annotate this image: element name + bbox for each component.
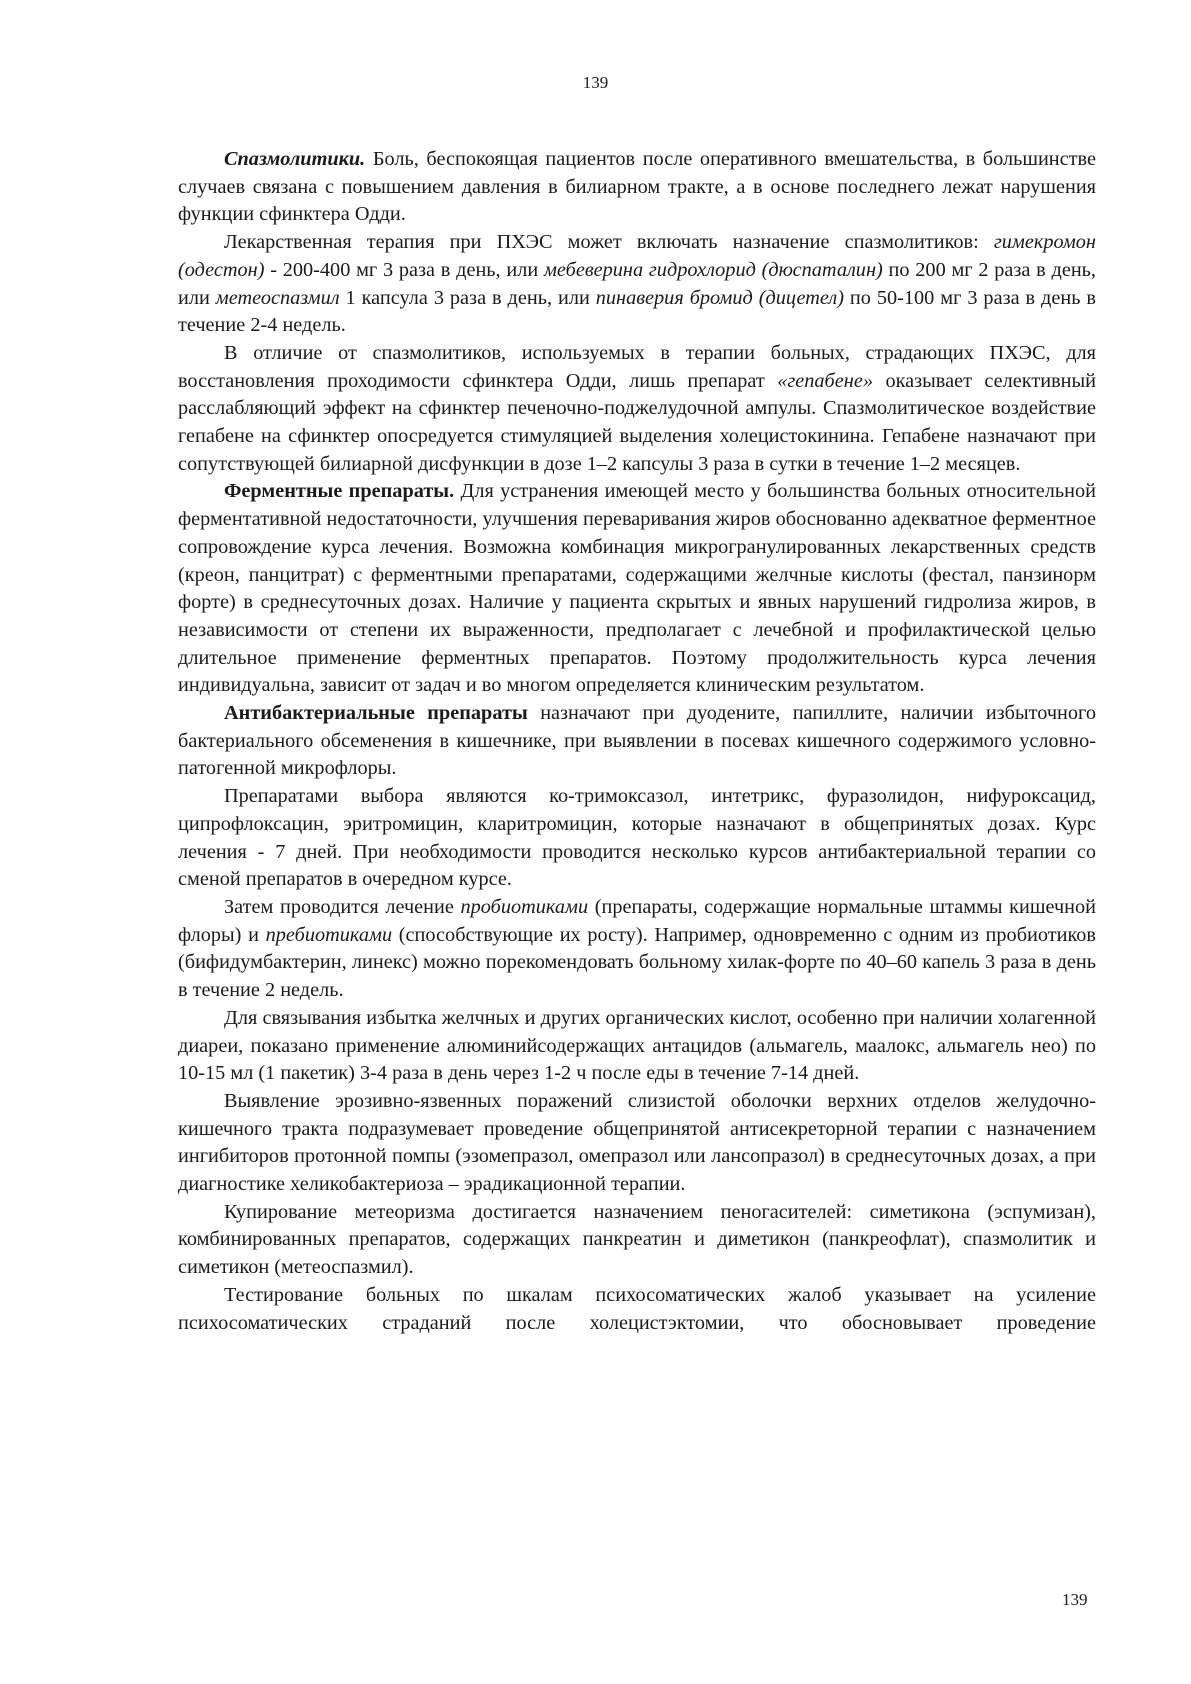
paragraph-text: Лекарственная терапия при ПХЭС может включать назначение спазмолитиков: <box>224 231 994 254</box>
paragraph-text: 1 капсула 3 раза в день, или <box>339 286 596 309</box>
emphasis-term: пребиотиками <box>265 923 393 946</box>
drug-name: гимекромон (одестон) <box>178 231 1096 281</box>
paragraph-meteorism <box>178 1199 1096 1282</box>
paragraph-text: по 50-100 мг 3 раза в день в течение 2-4 недель. <box>178 286 1097 337</box>
paragraph-antispasmodics <box>178 146 1096 229</box>
paragraph-text: Для связывания избытка желчных и других органических кислот, особенно при наличии холагенной диареи, показано применение алюминийсодержащих антацидов (альмагель, маалокс, альмагель нео) по 10-15 мл (1 пакетик) 3-4 раза в день через 1-2 ч после еды в течение 7-14 дней. <box>178 1006 1096 1085</box>
paragraph-testing <box>178 1282 1096 1337</box>
paragraph-text: - 200-400 мг 3 раза в день, или <box>264 258 544 281</box>
emphasis-term: пробиотиками <box>460 895 589 918</box>
paragraph-text: (способствующие их росту). Например, одновременно с одним из пробиотиков (бифидумбактерин, линекс) можно порекомендовать больному хилак-форте по 40–60 капель 3 раза в день в течение 2 недель. <box>178 923 1096 1002</box>
document-body <box>178 146 1096 1337</box>
paragraph-text: оказывает селективный расслабляющий эффект на сфинктер печеночно-поджелудочной ампулы. Спазмолитическое воздействие гепабене на сфинктер опосредуется стимуляцией выделения холецистокинина. Гепабене назначают при сопутствующей билиарной дисфункции в дозе 1–2 капсулы 3 раза в сутки в течение 1–2 месяцев. <box>178 369 1096 475</box>
paragraph-drug-therapy <box>178 229 1096 340</box>
paragraph-hepabene <box>178 340 1096 479</box>
paragraph-text: Затем проводится лечение <box>224 895 461 918</box>
paragraph-text: Боль, беспокоящая пациентов после оперативного вмешательства, в большинстве случаев связана с повышением давления в билиарном тракте, а в основе последнего лежат нарушения функции сфинктера Одди. <box>178 148 1096 226</box>
paragraph-text: В отличие от спазмолитиков, используемых в терапии больных, страдающих ПХЭС, для восстановления проходимости сфинктера Одди, лишь препарат <box>178 341 1096 392</box>
paragraph-erosive-lesions <box>178 1088 1096 1199</box>
paragraph-antibacterials <box>178 700 1096 783</box>
paragraph-text: Препаратами выбора являются ко-тримоксазол, интетрикс, фуразолидон, нифуроксацид, ципрофлоксацин, эритромицин, кларитромицин, которые назначают в общепринятых дозах. Курс лечения - 7 дней. При необходимости проводится несколько курсов антибактериальной терапии со сменой препаратов в очередном курсе. <box>178 785 1096 891</box>
paragraph-text: по 200 мг 2 раза в день, или <box>178 258 1096 309</box>
drug-name: метеоспазмил <box>215 286 340 309</box>
paragraph-enzymes <box>178 478 1096 700</box>
drug-name: мебеверина гидрохлорид (дюспаталин) <box>543 258 883 281</box>
paragraph-text: назначают при дуодените, папиллите, наличии избыточного бактериального обсеменения в кишечнике, при выявлении в посевах кишечного содержимого условно-патогенной микрофлоры. <box>178 702 1096 780</box>
paragraph-probiotics <box>178 894 1096 1005</box>
paragraph-antacids <box>178 1005 1096 1088</box>
paragraph-text: Тестирование больных по шкалам психосоматических жалоб указывает на усиление психосоматических страданий после холецистэктомии, что обосновывает проведение <box>178 1283 1096 1334</box>
paragraph-heading: Ферментные препараты. <box>224 480 455 503</box>
paragraph-drugs-of-choice <box>178 783 1096 894</box>
page-number-bottom: 139 <box>1062 1590 1088 1609</box>
paragraph-text: Купирование метеоризма достигается назначением пеногасителей: симетикона (эспумизан), комбинированных препаратов, содержащих панкреатин и диметикон (панкреофлат), спазмолитик и симетикон (метеоспазмил). <box>178 1200 1096 1279</box>
paragraph-text: Для устранения имеющей место у большинства больных относительной ферментативной недостаточности, улучшения переваривания жиров обоснованно адекватное ферментное сопровождение курса лечения. Возможна комбинация микрогранулированных лекарственных средств (креон, панцитрат) с ферментными препаратами, содержащими желчные кислоты (фестал, панзинорм форте) в среднесуточных дозах. Наличие у пациента скрытых и явных нарушений гидролиза жиров, в независимости от степени их выраженности, предполагает с лечебной и профилактической целью длительное применение ферментных препаратов. Поэтому продолжительность курса лечения индивидуальна, зависит от задач и во многом определяется клиническим результатом. <box>178 480 1096 697</box>
page-number-top: 139 <box>582 73 609 92</box>
paragraph-heading: Спазмолитики. <box>224 148 366 170</box>
paragraph-heading: Антибактериальные препараты <box>224 702 528 725</box>
drug-name: «гепабене» <box>777 369 873 392</box>
paragraph-text: Выявление эрозивно-язвенных поражений слизистой оболочки верхних отделов желудочно-кишечного тракта подразумевает проведение общепринятой антисекреторной терапии с назначением ингибиторов протонной помпы (эзомепразол, омепразол или лансопразол) в среднесуточных дозах, а при диагностике хеликобактериоза – эрадикационной терапии. <box>178 1089 1096 1196</box>
drug-name: пинаверия бромид (дицетел) <box>595 286 844 309</box>
paragraph-text: (препараты, содержащие нормальные штаммы кишечной флоры) и <box>178 895 1096 946</box>
